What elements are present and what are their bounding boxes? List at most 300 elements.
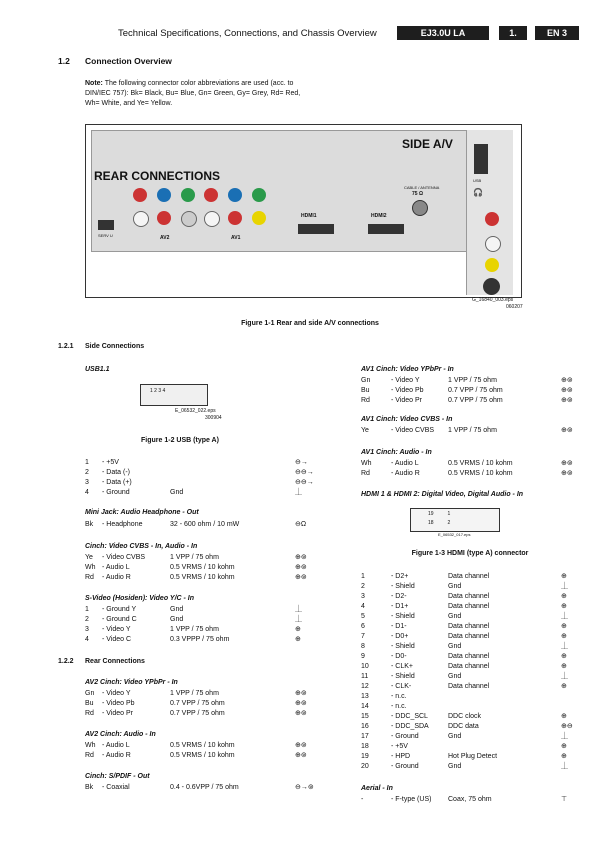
pin-row — [361, 702, 579, 712]
pin-number: Wh — [85, 742, 96, 749]
chapter-badge: 1. — [499, 26, 527, 40]
antenna-connector — [412, 200, 428, 216]
pin-description: - +5V — [102, 459, 119, 466]
pin-description: - Video Y — [391, 377, 420, 384]
hdmi-title: HDMI 1 & HDMI 2: Digital Video, Digital Audio - In — [361, 491, 524, 498]
pin-description: - +5V — [391, 743, 408, 750]
pin-symbol: ⏊ — [561, 583, 568, 590]
pin-number: Gn — [85, 690, 95, 697]
pin-number: 6 — [361, 623, 365, 630]
av2-audio-pin-list — [85, 741, 317, 761]
pin-value: Data channel — [448, 633, 490, 640]
pin-row — [85, 605, 317, 615]
pin-row — [85, 625, 317, 635]
pin-symbol: ⊕⊖ — [561, 723, 573, 730]
pin-symbol: ⏊ — [561, 733, 568, 740]
pin-number: 4 — [85, 489, 89, 496]
pin-row — [361, 712, 579, 722]
hdmi2-label: HDMI2 — [371, 213, 387, 219]
pin-symbol: ⊖→⊚ — [295, 784, 314, 791]
side-audio-l-jack — [485, 236, 501, 252]
pin-row — [361, 622, 579, 632]
aerial-pin-list — [361, 795, 579, 805]
av1-pb-jack — [228, 188, 242, 202]
pin-value: Data channel — [448, 573, 490, 580]
pin-symbol: ⊕⊚ — [295, 690, 307, 697]
pin-description: - DDC_SCL — [391, 713, 428, 720]
side-audio-r-jack — [485, 212, 499, 226]
pin-value: 1 VPP / 75 ohm — [170, 690, 219, 697]
serv-u-label: SERV U — [98, 233, 113, 238]
pin-value: Gnd — [448, 673, 462, 680]
hdmi-pins-top: 19 1 — [428, 511, 451, 517]
av1-ypbpr-pin-list — [361, 376, 579, 406]
pin-description: - Ground — [102, 489, 130, 496]
pin-number: 12 — [361, 683, 369, 690]
pin-number: Ye — [361, 427, 369, 434]
av1-audio-l-jack — [204, 211, 220, 227]
page-number-badge: EN 3 — [535, 26, 579, 40]
pin-number: Rd — [361, 397, 370, 404]
usb-caption: Figure 1-2 USB (type A) — [141, 437, 219, 444]
pin-row — [361, 662, 579, 672]
pin-description: - Ground — [391, 733, 419, 740]
pin-description: - Video CVBS — [102, 554, 146, 561]
pin-number: 3 — [85, 479, 89, 486]
pin-number: Rd — [85, 710, 94, 717]
pin-value: Hot Plug Detect — [448, 753, 498, 760]
pin-description: - Video Pr — [102, 710, 133, 717]
hdmi2-port — [368, 224, 404, 234]
pin-symbol: ⊕⊚ — [295, 710, 307, 717]
pin-number: 8 — [361, 643, 365, 650]
pin-value: Gnd — [448, 643, 462, 650]
pin-number: 11 — [361, 673, 369, 680]
pin-value: 0.7 VPP / 75 ohm — [170, 700, 225, 707]
pin-description: - Coaxial — [102, 784, 130, 791]
pin-symbol: ⊕ — [561, 623, 567, 630]
pin-row — [361, 396, 579, 406]
pin-row — [361, 469, 579, 479]
hdmi-caption: Figure 1-3 HDMI (type A) connector — [411, 550, 529, 557]
pin-value: Data channel — [448, 683, 490, 690]
av2-label: AV2 — [160, 235, 170, 241]
pin-number: Bk — [85, 521, 94, 528]
hdmi-connector-drawing — [410, 508, 500, 532]
pin-symbol: ⏊ — [295, 616, 302, 623]
pin-value: 0.4 - 0.6VPP / 75 ohm — [170, 784, 239, 791]
pin-description: - D1- — [391, 623, 407, 630]
pin-row — [361, 762, 579, 772]
pin-symbol: ⏊ — [561, 763, 568, 770]
note-text: The following connector color abbreviations are used (acc. to DIN/IEC 757): Bk= Black, Bu= Blue, Gn= Green, Gy= Grey, Rd= Red, Wh= White, and Ye= Yellow. — [85, 80, 301, 107]
pin-description: - Ground — [391, 763, 419, 770]
pin-symbol: ⊕⊚ — [295, 700, 307, 707]
pin-number: 17 — [361, 733, 369, 740]
pin-row — [361, 459, 579, 469]
pin-description: - D0- — [391, 653, 407, 660]
model-badge: EJ3.0U LA — [397, 26, 489, 40]
cinch-side-title: Cinch: Video CVBS - In, Audio - In — [85, 543, 198, 550]
pin-row — [361, 592, 579, 602]
pin-symbol: ⊕⊚ — [295, 742, 307, 749]
pin-row — [85, 751, 317, 761]
pin-symbol: ⊖Ω — [295, 521, 307, 528]
pin-number: 14 — [361, 703, 369, 710]
page-header-title: Technical Specifications, Connections, and Chassis Overview — [118, 28, 377, 39]
pin-description: - Audio L — [102, 742, 130, 749]
pin-number: Ye — [85, 554, 93, 561]
pin-symbol: ⊕ — [561, 603, 567, 610]
pin-row — [85, 689, 317, 699]
pin-row — [85, 783, 317, 793]
pin-description: - Video Pb — [391, 387, 424, 394]
pin-description: - Audio R — [102, 752, 131, 759]
pin-symbol: ⊖→ — [295, 459, 308, 466]
av1-ypbpr-title: AV1 Cinch: Video YPbPr - In — [361, 366, 454, 373]
figure-rear-side-av — [85, 124, 522, 298]
pin-symbol: ⊕ — [561, 633, 567, 640]
side-section-number: 1.2.1 — [58, 343, 74, 350]
pin-description: - Shield — [391, 643, 415, 650]
pin-symbol: ⊕⊚ — [561, 427, 573, 434]
pin-symbol: ⊕ — [561, 683, 567, 690]
pin-symbol: ⊕⊚ — [295, 554, 307, 561]
pin-row — [85, 615, 317, 625]
av1-pr-jack — [204, 188, 218, 202]
pin-description: - DDC_SDA — [391, 723, 429, 730]
pin-symbol: ⏊ — [561, 643, 568, 650]
pin-symbol: ⊕⊚ — [561, 387, 573, 394]
headphone-icon: 🎧 — [473, 188, 483, 197]
pin-description: - Video Pb — [102, 700, 135, 707]
pin-value: 0.7 VPP / 75 ohm — [448, 397, 503, 404]
pin-symbol: ⊕⊚ — [561, 397, 573, 404]
svideo-title: S-Video (Hosiden): Video Y/C - In — [85, 595, 195, 602]
pin-row — [85, 573, 317, 583]
av1-y-jack — [252, 188, 266, 202]
pin-number: Wh — [361, 460, 372, 467]
pin-symbol: ⊕ — [561, 663, 567, 670]
pin-row — [361, 742, 579, 752]
pin-number: Bk — [85, 784, 94, 791]
rear-connections-title: REAR CONNECTIONS — [94, 169, 221, 183]
pin-symbol: ⏊ — [295, 489, 302, 496]
pin-description: - F-type (US) — [391, 796, 432, 803]
pin-number: 2 — [85, 616, 89, 623]
section-number: 1.2 — [58, 56, 70, 66]
pin-value: Gnd — [170, 606, 184, 613]
pin-description: - CLK+ — [391, 663, 413, 670]
side-svideo-jack — [483, 278, 500, 295]
pin-row — [361, 795, 579, 805]
pin-row — [361, 386, 579, 396]
pin-value: 0.5 VRMS / 10 kohm — [170, 574, 235, 581]
pin-description: - Data (+) — [102, 479, 132, 486]
pin-row — [361, 612, 579, 622]
pin-number: 1 — [85, 606, 89, 613]
pin-row — [361, 376, 579, 386]
pin-description: - Video C — [102, 636, 132, 643]
av1-video-jack — [252, 211, 266, 225]
pin-number: 20 — [361, 763, 369, 770]
pin-symbol: ⏊ — [561, 673, 568, 680]
aerial-title: Aerial - In — [361, 785, 393, 792]
pin-value: 0.5 VRMS / 10 kohm — [170, 742, 235, 749]
pin-number: 1 — [361, 573, 365, 580]
pin-number: 5 — [361, 613, 365, 620]
pin-symbol: ⊕ — [561, 653, 567, 660]
pin-row — [361, 722, 579, 732]
pin-number: 4 — [85, 636, 89, 643]
pin-symbol: ⏊ — [561, 613, 568, 620]
pin-description: - HPD — [391, 753, 411, 760]
section-title: Connection Overview — [85, 56, 172, 66]
pin-value: 0.5 VRMS / 10 kohm — [448, 470, 513, 477]
pin-description: - n.c. — [391, 703, 407, 710]
pin-value: 1 VPP / 75 ohm — [448, 377, 497, 384]
pin-row — [85, 468, 317, 478]
pin-row — [85, 563, 317, 573]
pin-number: 10 — [361, 663, 369, 670]
pin-number: Rd — [85, 752, 94, 759]
figure1-file: G_16840_003.eps — [472, 297, 514, 303]
figure1-date: 060207 — [506, 304, 523, 310]
rear-section-number: 1.2.2 — [58, 658, 74, 665]
pin-value: Data channel — [448, 663, 490, 670]
av1-cvbs-pin-list — [361, 426, 579, 436]
pin-row — [85, 520, 317, 530]
av2-ypbpr-pin-list — [85, 689, 317, 719]
pin-value: Gnd — [448, 733, 462, 740]
pin-number: Wh — [85, 564, 96, 571]
minijack-title: Mini Jack: Audio Headphone - Out — [85, 509, 199, 516]
pin-number: 18 — [361, 743, 369, 750]
pin-row — [361, 752, 579, 762]
pin-value: Data channel — [448, 603, 490, 610]
pin-description: - Shield — [391, 583, 415, 590]
pin-symbol: ⊕⊚ — [295, 752, 307, 759]
pin-number: 3 — [85, 626, 89, 633]
pin-symbol: ⊤ — [561, 796, 568, 803]
pin-row — [361, 426, 579, 436]
pin-number: 4 — [361, 603, 365, 610]
pin-number: 2 — [85, 469, 89, 476]
pin-value: Gnd — [448, 583, 462, 590]
pin-number: 15 — [361, 713, 369, 720]
hdmi-pin-list — [361, 572, 579, 772]
pin-description: - Audio R — [102, 574, 131, 581]
pin-description: - Ground Y — [102, 606, 137, 613]
pin-value: Gnd — [448, 763, 462, 770]
pin-number: 9 — [361, 653, 365, 660]
av1-audio-pin-list — [361, 459, 579, 479]
pin-symbol: ⊕⊚ — [561, 460, 573, 467]
usb-title: USB1.1 — [85, 366, 110, 373]
pin-row — [85, 458, 317, 468]
pin-number: Bu — [85, 700, 94, 707]
pin-row — [85, 553, 317, 563]
pin-number: 2 — [361, 583, 365, 590]
pin-row — [361, 732, 579, 742]
pin-value: 1 VPP / 75 ohm — [170, 554, 219, 561]
pin-symbol: ⊕ — [295, 626, 301, 633]
pin-description: - n.c. — [391, 693, 407, 700]
pin-symbol: ⊕⊚ — [295, 574, 307, 581]
usb-figure-date: 300904 — [205, 415, 222, 421]
pin-symbol: ⊕⊚ — [561, 470, 573, 477]
side-video-jack — [485, 258, 499, 272]
pin-symbol: ⏊ — [295, 606, 302, 613]
usb-pin-list — [85, 458, 317, 498]
pin-symbol: ⊕ — [561, 593, 567, 600]
av1-audio-title: AV1 Cinch: Audio - In — [361, 449, 432, 456]
usb-label: USB — [473, 178, 482, 183]
pin-description: - Video CVBS — [391, 427, 435, 434]
av2-ypbpr-title: AV2 Cinch: Video YPbPr - In — [85, 679, 178, 686]
pin-row — [85, 741, 317, 751]
av2-y-jack — [181, 188, 195, 202]
pin-value: 1 VPP / 75 ohm — [448, 427, 497, 434]
hdmi-figure-file: E_06532_017.eps — [438, 532, 471, 537]
pin-number: 16 — [361, 723, 369, 730]
pin-description: - CLK- — [391, 683, 412, 690]
side-section-title: Side Connections — [85, 343, 145, 350]
pin-row — [361, 672, 579, 682]
pin-value: Gnd — [170, 616, 184, 623]
pin-number: Rd — [85, 574, 94, 581]
cable-antenna-label: CABLE / ANTENNA — [404, 185, 440, 190]
pin-row — [361, 682, 579, 692]
spdif-pin-list — [85, 783, 317, 793]
usb-figure-file: E_06532_022.eps — [175, 408, 216, 414]
hdmi1-port — [298, 224, 334, 234]
hdmi-pins-bottom: 18 2 — [428, 520, 451, 526]
pin-number: 13 — [361, 693, 369, 700]
pin-row — [85, 709, 317, 719]
rear-section-title: Rear Connections — [85, 658, 145, 665]
pin-row — [85, 478, 317, 488]
pin-description: - Shield — [391, 613, 415, 620]
pin-symbol: ⊕⊚ — [295, 564, 307, 571]
pin-symbol: ⊕ — [295, 636, 301, 643]
pin-description: - D2- — [391, 593, 407, 600]
pin-description: - D1+ — [391, 603, 409, 610]
pin-description: - Audio R — [391, 470, 420, 477]
pin-value: DDC data — [448, 723, 479, 730]
pin-row — [85, 699, 317, 709]
pin-row — [361, 652, 579, 662]
pin-description: - Data (-) — [102, 469, 130, 476]
pin-number: 1 — [85, 459, 89, 466]
av2-pb-jack — [157, 188, 171, 202]
pin-row — [361, 642, 579, 652]
pin-symbol: ⊕ — [561, 743, 567, 750]
pin-symbol: ⊕ — [561, 713, 567, 720]
pin-description: - Ground C — [102, 616, 137, 623]
pin-description: - Audio L — [391, 460, 419, 467]
hdmi1-label: HDMI1 — [301, 213, 317, 219]
pin-row — [85, 488, 317, 498]
pin-value: 0.5 VRMS / 10 kohm — [448, 460, 513, 467]
usb-port-image — [474, 144, 488, 174]
pin-value: Data channel — [448, 593, 490, 600]
av2-audio-r-jack — [157, 211, 171, 225]
spdif-title: Cinch: S/PDIF - Out — [85, 773, 150, 780]
av1-audio-r-jack — [228, 211, 242, 225]
pin-row — [361, 632, 579, 642]
av2-audio-l-jack — [133, 211, 149, 227]
av2-pr-jack — [133, 188, 147, 202]
pin-value: Gnd — [448, 613, 462, 620]
pin-row — [85, 635, 317, 645]
pin-description: - Video Y — [102, 626, 131, 633]
pin-number: 7 — [361, 633, 365, 640]
note-paragraph — [85, 79, 305, 109]
pin-number: Gn — [361, 377, 371, 384]
pin-value: 1 VPP / 75 ohm — [170, 626, 219, 633]
pin-number: - — [361, 796, 364, 803]
pin-symbol: ⊕⊚ — [561, 377, 573, 384]
pin-value: Data channel — [448, 623, 490, 630]
av2-audio-title: AV2 Cinch: Audio - In — [85, 731, 156, 738]
pin-value: 0.3 VPPP / 75 ohm — [170, 636, 230, 643]
pin-description: - Video Pr — [391, 397, 422, 404]
pin-description: - D0+ — [391, 633, 409, 640]
pin-row — [361, 582, 579, 592]
pin-symbol: ⊕ — [561, 573, 567, 580]
side-av-title: SIDE A/V — [402, 137, 453, 151]
pin-value: Coax, 75 ohm — [448, 796, 492, 803]
pin-value: 0.7 VPP / 75 ohm — [448, 387, 503, 394]
pin-number: 19 — [361, 753, 369, 760]
minijack-pin-list — [85, 520, 317, 530]
pin-value: Data channel — [448, 653, 490, 660]
pin-description: - Headphone — [102, 521, 143, 528]
svideo-pin-list — [85, 605, 317, 645]
pin-symbol: ⊕ — [561, 753, 567, 760]
serv-u-port — [98, 220, 114, 230]
spdif-jack — [181, 211, 197, 227]
pin-description: - D2+ — [391, 573, 409, 580]
pin-row — [361, 692, 579, 702]
pin-description: - Audio L — [102, 564, 130, 571]
av1-label: AV1 — [231, 235, 241, 241]
pin-row — [361, 602, 579, 612]
pin-value: Gnd — [170, 489, 184, 496]
pin-symbol: ⊖⊖→ — [295, 469, 314, 476]
av1-cvbs-title: AV1 Cinch: Video CVBS - In — [361, 416, 453, 423]
pin-number: 3 — [361, 593, 365, 600]
pin-symbol: ⊖⊖→ — [295, 479, 314, 486]
pin-value: 0.7 VPP / 75 ohm — [170, 710, 225, 717]
pin-value: 0.5 VRMS / 10 kohm — [170, 564, 235, 571]
pin-description: - Video Y — [102, 690, 131, 697]
usb-pins-label: 1 2 3 4 — [150, 388, 166, 394]
pin-row — [361, 572, 579, 582]
pin-value: DDC clock — [448, 713, 482, 720]
pin-description: - Shield — [391, 673, 415, 680]
pin-value: 0.5 VRMS / 10 kohm — [170, 752, 235, 759]
cinch-side-pin-list — [85, 553, 317, 583]
pin-value: 32 - 600 ohm / 10 mW — [170, 521, 240, 528]
pin-number: Bu — [361, 387, 370, 394]
antenna-ohm-label: 75 Ω — [412, 191, 423, 197]
side-panel — [466, 130, 513, 295]
note-lead: Note: — [85, 80, 103, 87]
figure1-caption: Figure 1-1 Rear and side A/V connections — [241, 320, 379, 327]
pin-number: Rd — [361, 470, 370, 477]
